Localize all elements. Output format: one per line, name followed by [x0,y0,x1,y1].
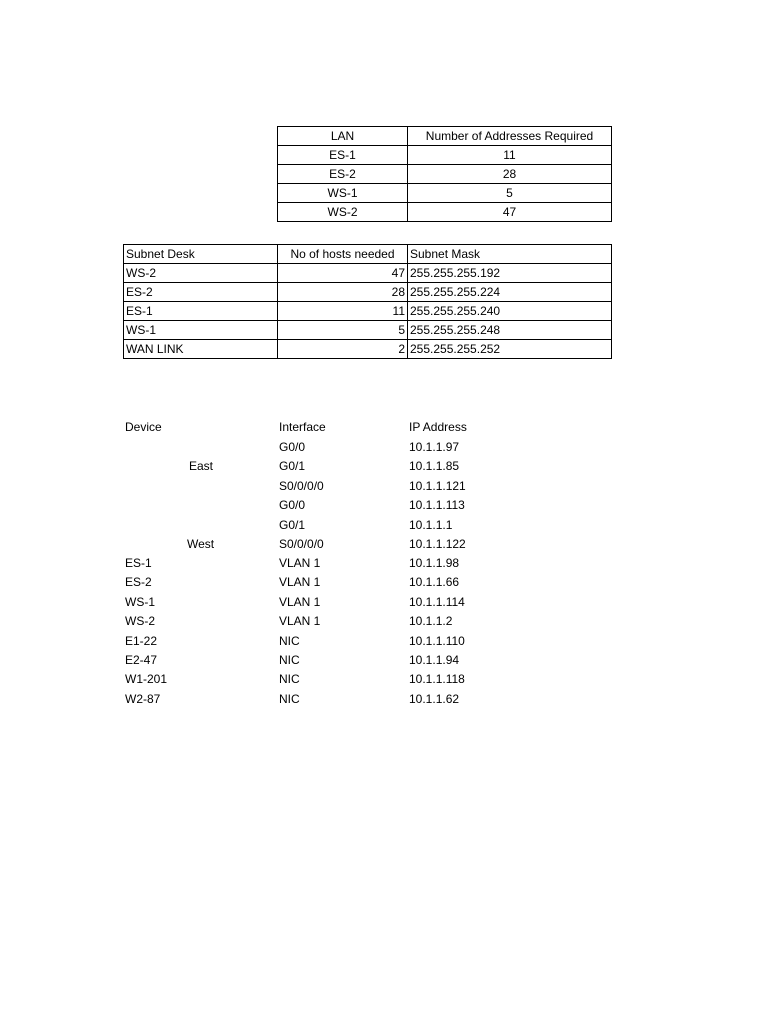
addresses-cell: 11 [408,146,612,165]
device-cell: ES-2 [125,575,152,589]
hosts-needed-cell: 2 [278,340,408,359]
hosts-needed-cell: 28 [278,283,408,302]
device-header: Device [125,420,162,434]
table-header-row [124,245,612,264]
device-cell: E1-22 [125,634,158,648]
ip-address-cell: 10.1.1.66 [409,575,460,589]
device-cell: W1-201 [125,672,168,686]
ip-address-cell: 10.1.1.122 [409,537,466,551]
subnet-desk-cell: WS-1 [124,321,278,340]
ip-address-header: IP Address [409,420,467,434]
subnet-mask-cell: 255.255.255.224 [408,283,612,302]
ip-address-cell: 10.1.1.98 [409,556,460,570]
ip-address-cell: 10.1.1.114 [409,595,465,609]
table-row [124,321,612,340]
ip-address-cell: 10.1.1.94 [409,653,460,667]
subnet-desk-cell: ES-1 [124,302,278,321]
interface-cell: NIC [279,653,300,667]
ip-address-cell: 10.1.1.62 [409,692,460,706]
ip-address-cell: 10.1.1.121 [409,479,466,493]
lan-cell: WS-1 [278,184,408,203]
interface-cell: VLAN 1 [279,595,321,609]
addresses-cell: 47 [408,203,612,222]
interface-cell: G0/0 [279,440,306,454]
ip-address-cell: 10.1.1.1 [409,518,453,532]
interface-cell: NIC [279,634,300,648]
interface-cell: G0/1 [279,518,306,532]
device-cell: WS-1 [125,595,155,609]
subnet-desk-cell: WAN LINK [124,340,278,359]
interface-cell: NIC [279,692,300,706]
addresses-header: Number of Addresses Required [408,127,612,146]
table-row [124,302,612,321]
ip-address-cell: 10.1.1.2 [409,614,453,628]
device-cell: W2-87 [125,692,161,706]
table-row [278,165,612,184]
subnet-mask-cell: 255.255.255.240 [408,302,612,321]
interface-cell: VLAN 1 [279,556,321,570]
subnet-mask-cell: 255.255.255.192 [408,264,612,283]
hosts-needed-header: No of hosts needed [278,245,408,264]
table-row [124,340,612,359]
table-header-row [278,127,612,146]
ip-address-cell: 10.1.1.110 [409,634,465,648]
subnet-mask-cell: 255.255.255.248 [408,321,612,340]
table-row [278,184,612,203]
device-cell: WS-2 [125,614,155,628]
interface-cell: S0/0/0/0 [279,537,324,551]
hosts-needed-cell: 47 [278,264,408,283]
device-cell: E2-47 [125,653,158,667]
addresses-cell: 5 [408,184,612,203]
interface-cell: G0/0 [279,498,306,512]
lan-cell: WS-2 [278,203,408,222]
table-row [124,283,612,302]
subnet-mask-cell: 255.255.255.252 [408,340,612,359]
interface-header: Interface [279,420,326,434]
subnet-mask-header: Subnet Mask [408,245,612,264]
subnet-desk-header: Subnet Desk [124,245,278,264]
interface-cell: S0/0/0/0 [279,479,324,493]
lan-addresses-table [277,126,612,222]
device-cell-west: West [187,537,215,551]
hosts-needed-cell: 11 [278,302,408,321]
interface-cell: NIC [279,672,300,686]
subnet-desk-cell: ES-2 [124,283,278,302]
device-cell: ES-1 [125,556,152,570]
lan-cell: ES-1 [278,146,408,165]
ip-address-cell: 10.1.1.97 [409,440,460,454]
interface-cell: G0/1 [279,459,306,473]
addresses-cell: 28 [408,165,612,184]
subnet-desk-cell: WS-2 [124,264,278,283]
ip-address-cell: 10.1.1.118 [409,672,465,686]
table-row [278,146,612,165]
interface-cell: VLAN 1 [279,614,321,628]
ip-address-cell: 10.1.1.113 [409,498,465,512]
subnet-table [123,244,612,359]
device-cell-east: East [189,459,214,473]
hosts-needed-cell: 5 [278,321,408,340]
ip-address-cell: 10.1.1.85 [409,459,460,473]
table-row [278,203,612,222]
interface-cell: VLAN 1 [279,575,321,589]
table-row [124,264,612,283]
lan-header: LAN [278,127,408,146]
lan-cell: ES-2 [278,165,408,184]
